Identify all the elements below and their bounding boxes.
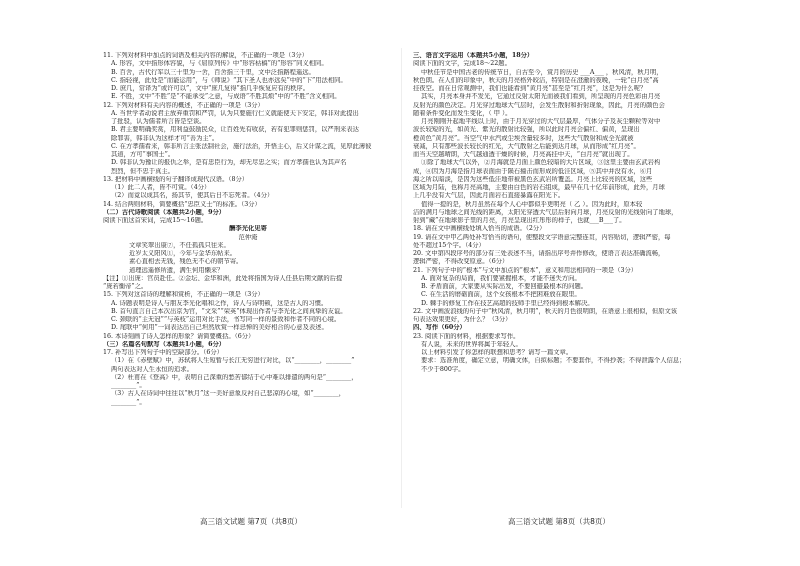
left-text-line: 酬李光化见寄 xyxy=(229,225,267,233)
right-text-line: 波长较短的光，如黄光、紫光的散射比较强，所以此时月亮会偏红、偏黄，呈现出 xyxy=(413,126,640,134)
left-text-line: ________”。 xyxy=(111,398,146,406)
left-text-line: D. 庶几，常译为“或许可以”，文中“庶几复得”指几乎恢复应有的秩序。 xyxy=(111,85,310,92)
right-text-line: A. 面对复杂的局面，我们要紧握根本，才能不迷失方向。 xyxy=(421,274,581,282)
left-text-line: 范仲淹 xyxy=(238,233,258,241)
left-text-line: B. 首句直言自己本次出京为官，“文采”“荣英”体现出作者与李光化之间真挚的友谊。 xyxy=(111,307,347,315)
right-text-line: 20. 文中第四段序号的部分有三处表述不当，请指出序号并作修改，使语言表达准确流畅， xyxy=(413,250,665,257)
right-text-line: 挂夜空。而在日常观测中，我们也能看到“黄月亮”甚至是“红月亮”，这是为什么呢？ xyxy=(413,85,647,92)
right-text-line: 19. 请在文中甲乙两处补写恰当的语句，使整段文字语意完整连贯，内容贴切，逻辑严密，每 xyxy=(413,233,671,241)
left-text-line: 14. 结合两则材料，简要概括“忠臣义士”的标准。（3分） xyxy=(103,200,261,208)
right-text-line: 橙黄色“黄月亮”。当空气中水汽或尘埃含量较多时，这些大气散射和成全光就被 xyxy=(413,134,634,142)
right-text-line: 射到“藏”在地球影子里的月亮，月亮呈现出红彤彤的样子，也就___B___了。 xyxy=(413,217,626,224)
right-text-line: 衰减，只有那些波长较长的红光，大气散射之后能到达月球，从而形成“红月亮”。 xyxy=(413,142,640,150)
right-text-line: 处不超过15个字。（4分） xyxy=(413,241,485,249)
left-text-line: D. 韩非认为豫让的报仇之举，是有忠臣行为，却无尽忠之实；而方孝孺也认为其声名 xyxy=(111,159,347,167)
left-text-line: 文章笑翠出康⑦，不任孤孤只往来。 xyxy=(129,241,230,249)
right-text-line: 区域为月陆，也称月亮高地，主要由白色的岩石组成，最早在几十亿年前形成，此外，月球 xyxy=(413,184,665,191)
right-text-line: 值得一提的是，秋月虽然在每个人心中都似乎更明亮（ 乙 ）。因为此时，原本较 xyxy=(421,200,643,208)
right-text-line: 反射光的颜色决定。月光穿过地球大气层时，会发生散射和折射现象，因此，月亮的颜色会 xyxy=(413,101,665,109)
right-text-line: 21. 下列句子中的“根本”与文中加点的“根本”，意义和用法相同的一项是（3分） xyxy=(413,266,638,274)
right-page xyxy=(413,52,705,374)
right-text-line: 22. 文中画波浪线的句子中“秋风清，秋月明”，秋天的月色很明朗，在语意上很相似，但原文该 xyxy=(413,307,678,315)
left-text-line: 烈烈，但不忠于真主。 xyxy=(111,167,174,175)
right-text-line: 有人说，未来的世界将属于年轻人。 xyxy=(421,340,522,348)
left-text-line: 12. 下列对材料有关内容的概述，不正确的一项是（3分） xyxy=(103,101,264,109)
left-text-line: C. 颈联的“主无冠”“与英枝”运用对比手法，书写同一样的景致和作者不同的心境。 xyxy=(111,316,341,323)
left-text-line: 两句表达对人生永恒的追求。 xyxy=(111,365,193,373)
left-page-footer: 高三语文试题 第7页（共8页） xyxy=(200,517,302,526)
left-text-line: 其道，方可“事国士”。 xyxy=(111,151,175,158)
right-text-line: 月亮刚刚升起地平线以上时，由于月光穿过的大气层最厚，气体分子及灰尘颗粒等对中 xyxy=(421,118,661,125)
right-text-line: 洁的满月与地球之间光线的距离，太阳光穿透大气层后射向月球，月亮反射的光线射向了地球， xyxy=(413,208,678,216)
right-text-line: 上几乎没有大气层，因此月面岩石直接暴露在阳光下。 xyxy=(413,192,565,200)
right-text-line: 而当天空越晴朗，大气越通透干燥的时候，月亮高挂中天，“白月亮”就出现了。 xyxy=(413,151,634,158)
left-text-line: 17. 补写出下列句子中的空缺部分。（6分） xyxy=(103,349,223,356)
right-text-line: 不少于800字。 xyxy=(421,365,465,373)
left-text-line: 了批驳，认为儒者所言皆是空谈。 xyxy=(111,118,206,125)
left-text-line: “庞若衡帝”之。 xyxy=(103,283,148,290)
left-text-line: （3）古人在诗词中往往以“秋月”这一美好意象反衬自己悲凉的心境，如“________， xyxy=(111,390,346,398)
left-text-line: A. 诗题表明是诗人与朋友李光化唱和之作，诗人与诗明顿，这是古人的习惯。 xyxy=(111,299,328,307)
right-text-line: B. 矛盾面前，大家要从实际出发，不要回避最根本的问题。 xyxy=(421,283,588,290)
right-text-line: 18. 请在文中画横线处填入恰当的成语。（2分） xyxy=(413,225,546,233)
right-text-line: ①除了地球大气以外，②月海就是月面上颜色较暗的大片区域，③这里主要由玄武岩构 xyxy=(421,159,661,167)
left-text-line: （2）杜甫在《登高》中，表明自己深重的愁苦郁结于心中难以排遣的两句是“________， xyxy=(111,373,358,381)
right-text-line: 海之所以暗淡，是因为这些低洼地带被黑色玄武岩所覆盖。月亮上比较亮的区域，这些 xyxy=(413,175,653,183)
left-text-line: A. 当世学者动说君主放弃重罚和严罚，认为只要施行仁义就能使天下安定，韩非对此提出 xyxy=(111,109,359,117)
right-text-line: 以上材料引发了你怎样的联想和思考？请写一篇文章。 xyxy=(421,349,573,356)
right-text-line: 秋色朗。在人们的印象中，秋天的月亮格外皎洁，特别是在澄澈的夜晚，一轮“白月亮”高 xyxy=(413,76,659,84)
left-text-line: 阅读下面这首宋词，完成15～16题。 xyxy=(103,217,208,224)
right-text-line: 成，④因为月海是指月球表面由于陨石撞击而形成的低洼区域，⑤其中并没有水，⑥月 xyxy=(413,167,653,175)
right-text-line: C. 在生活的磨砺面前，这个女孩根本不把困难放在眼里。 xyxy=(421,291,581,299)
right-text-line: 其实，月亮本身并不发光，它通过反射太阳光而被我们看到，所呈现的月亮色彩由月亮 xyxy=(421,93,661,101)
left-text-line: 11. 下列对材料中加点的词语及相关内容的解说，不正确的一项是（3分） xyxy=(103,52,308,59)
left-text-line: ________”。 xyxy=(111,382,146,389)
left-text-line: 近岁太义阳风①，今年与金华东帖来。 xyxy=(129,250,237,257)
left-text-line: 【注】①出庞：官员赴任。②金坛、金华和洲，此处将指国为诗人任县后期文献的后提 xyxy=(103,274,343,282)
right-text-line: 阅读下面的文字，完成18～22题。 xyxy=(413,60,511,68)
right-text-line: 四、写作（60分） xyxy=(413,324,466,332)
right-text-line: 三、语言文字运用（本题共5小题，18分） xyxy=(413,52,534,59)
left-text-line: A. 形容，文中指形体容貌，与《屈原列传》中“形容枯槁”的“形容”同义相同。 xyxy=(111,60,328,68)
right-text-line: 逻辑严密，不得改变原意。（6分） xyxy=(413,258,509,266)
left-page xyxy=(103,52,393,407)
left-text-line: 道理远遥修所遗，满生何用懒来？ xyxy=(129,266,224,274)
left-text-line: 15. 下列对这首诗的理解和赏析，不正确的一项是（3分） xyxy=(103,291,264,299)
left-text-line: C. 指轻视，此处是“而能运用”，与《师说》“其下圣人也亦远矣”中的“下”用法相同。 xyxy=(111,76,347,84)
left-text-line: E. 不胜，文中“不胜”是“不能承受”之意，与成语“不胜其烦”中的“不胜”含义相同。 xyxy=(111,93,341,101)
right-text-line: 随着条件变化而发生变化，（ 甲 ）。 xyxy=(413,109,512,117)
left-text-line: 素心直相去无钱，残色无不心的朝节寄。 xyxy=(129,258,243,266)
right-text-line: 中秋佳节是中国古老的传统节日，自古至今，赏月的历史 ___A___ ，秋风清，秋月明， xyxy=(421,68,663,76)
page-divider xyxy=(401,48,402,508)
left-text-line: （2）而竟以成其名，扬其节，使其后日不忘死者。（4分） xyxy=(111,192,274,200)
left-text-line: 除罪害，韩非认为这样才可“善为主”。 xyxy=(111,134,219,142)
right-text-line: 23. 阅读下面的材料，根据要求写作。 xyxy=(413,332,520,340)
right-text-line: 要求：选准角度，确定立意，明确文体，自拟标题；不要套作，不得抄袭；不得泄露个人信息； xyxy=(421,357,686,365)
left-text-line: C. 在方孝孺看来，韩非所言主张法制社会，施行法治，开悟主心，后又计谋之流，见厚此薄彼 xyxy=(111,142,372,150)
left-text-line: B. 君主要明确奖赏，用利益鼓励民众，让百姓先有收获，若有犯罪则惩罚，以严刑来表达 xyxy=(111,126,359,134)
left-text-line: （三）名篇名句默写（本题共1小题，6分） xyxy=(103,340,226,348)
right-text-line: D. 棘手的修复工作在技艺高超的技师手里已经得到根本解决。 xyxy=(421,299,594,307)
left-text-line: 13. 把材料中画横线的句子翻译成现代汉语。（8分） xyxy=(103,175,249,183)
right-text-line: 句表达效果更好，为什么？（3分） xyxy=(413,316,512,323)
left-text-line: B. 百舍，古代行军以三十里为一舍，百舍指三千里，文中泛指路程遥远。 xyxy=(111,68,315,76)
left-text-line: （1）此二人者，皆不可赏。（4分） xyxy=(111,184,211,191)
left-text-line: 16. 本诗刻画了诗人怎样的形象？请简要概括。（6分） xyxy=(103,332,255,340)
left-text-line: （二）古代诗歌阅读（本题共2小题，9分） xyxy=(103,208,226,216)
left-text-line: （1）在《赤壁赋》中，苏轼将人生短暂与长江无穷进行对比，以“________，________” xyxy=(111,357,355,365)
left-text-line: D. 尾联中“何用”一词表达出自己坦然欣赏一样忌惮的美好相合的心意及表述。 xyxy=(111,324,328,332)
right-page-footer: 高三语文试题 第8页（共8页） xyxy=(508,517,610,526)
